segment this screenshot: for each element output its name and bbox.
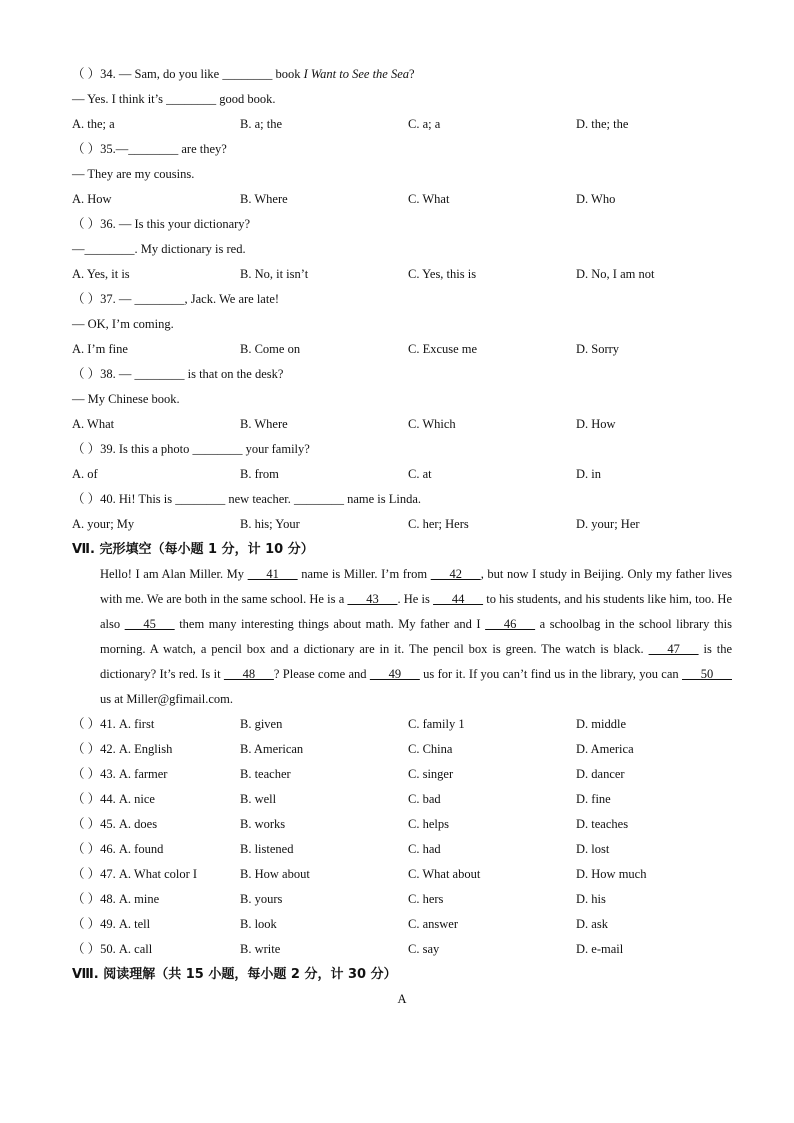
option-c[interactable]: C. say xyxy=(408,942,440,956)
option-b[interactable]: B. Where xyxy=(240,417,288,431)
option-d[interactable]: D. No, I am not xyxy=(576,267,655,281)
option-a[interactable]: （ ）44. A. nice xyxy=(72,792,155,806)
option-d[interactable]: D. his xyxy=(576,892,606,906)
passage-a-heading: A xyxy=(397,992,407,1006)
option-d[interactable]: D. teaches xyxy=(576,817,629,831)
option-b[interactable]: B. write xyxy=(240,942,281,956)
option-a[interactable]: A. your; My xyxy=(72,517,135,531)
question-35-options xyxy=(72,187,732,212)
option-a[interactable]: A. What xyxy=(72,417,115,431)
option-a[interactable]: （ ）43. A. farmer xyxy=(72,767,168,781)
option-c[interactable]: C. had xyxy=(408,842,441,856)
cloze-blank-45: 45 xyxy=(124,617,175,631)
option-b[interactable]: B. works xyxy=(240,817,286,831)
question-38-options xyxy=(72,412,732,437)
option-b[interactable]: B. Where xyxy=(240,192,288,206)
cloze-blank-50: 50 xyxy=(682,667,732,681)
option-c[interactable]: C. a; a xyxy=(408,117,441,131)
option-a[interactable]: （ ）45. A. does xyxy=(72,817,158,831)
question-35-reply: — They are my cousins. xyxy=(72,167,195,181)
cloze-question-49 xyxy=(72,912,732,937)
option-d[interactable]: D. in xyxy=(576,467,601,481)
option-a[interactable]: （ ）50. A. call xyxy=(72,942,153,956)
cloze-question-50 xyxy=(72,937,732,962)
option-a[interactable]: A. Yes, it is xyxy=(72,267,130,281)
cloze-question-48 xyxy=(72,887,732,912)
option-d[interactable]: D. How much xyxy=(576,867,647,881)
option-b[interactable]: B. yours xyxy=(240,892,283,906)
option-b[interactable]: B. a; the xyxy=(240,117,283,131)
question-37-options xyxy=(72,337,732,362)
cloze-question-41 xyxy=(72,712,732,737)
cloze-blank-41: 41 xyxy=(247,567,298,581)
passage-text: to his students, and his students like him, too. He also xyxy=(100,592,732,631)
question-39-options xyxy=(72,462,732,487)
passage-text: , but now I study in Beijing. Only my father lives with me. We are both in the same school. He is a xyxy=(100,567,732,606)
option-b[interactable]: B. No, it isn’t xyxy=(240,267,309,281)
option-c[interactable]: C. her; Hers xyxy=(408,517,469,531)
option-b[interactable]: B. his; Your xyxy=(240,517,300,531)
question-34 xyxy=(72,62,732,87)
option-c[interactable]: C. helps xyxy=(408,817,449,831)
question-40: （ ）40. Hi! This is ________ new teacher. ________ name is Linda. xyxy=(72,492,422,506)
passage-text: us at Miller@gfimail.com. xyxy=(100,692,234,706)
cloze-question-43 xyxy=(72,762,732,787)
option-a[interactable]: （ ）42. A. English xyxy=(72,742,173,756)
question-40-options xyxy=(72,512,732,537)
option-c[interactable]: C. Yes, this is xyxy=(408,267,477,281)
exam-page xyxy=(72,62,732,1012)
option-b[interactable]: B. listened xyxy=(240,842,294,856)
option-b[interactable]: B. given xyxy=(240,717,283,731)
option-c[interactable]: C. at xyxy=(408,467,432,481)
cloze-question-list xyxy=(72,712,732,962)
option-d[interactable]: D. fine xyxy=(576,792,611,806)
cloze-blank-43: 43 xyxy=(347,592,398,606)
option-c[interactable]: C. bad xyxy=(408,792,441,806)
option-c[interactable]: C. What about xyxy=(408,867,481,881)
passage-text: a schoolbag in the school library this morning. A watch, a pencil box and a dictionary are in it. The pencil box is green. The watch is black. xyxy=(100,617,732,656)
question-39: （ ）39. Is this a photo ________ your family? xyxy=(72,442,310,456)
option-c[interactable]: C. Which xyxy=(408,417,456,431)
question-38-reply: — My Chinese book. xyxy=(72,392,180,406)
question-34-reply: — Yes. I think it’s ________ good book. xyxy=(72,92,276,106)
option-d[interactable]: D. America xyxy=(576,742,634,756)
passage-text: . He is xyxy=(397,592,434,606)
option-c[interactable]: C. China xyxy=(408,742,453,756)
option-d[interactable]: D. the; the xyxy=(576,117,629,131)
cloze-question-47 xyxy=(72,862,732,887)
option-d[interactable]: D. Who xyxy=(576,192,616,206)
option-c[interactable]: C. Excuse me xyxy=(408,342,478,356)
passage-text: name is Miller. I’m from xyxy=(297,567,431,581)
option-d[interactable]: D. ask xyxy=(576,917,608,931)
option-a[interactable]: （ ）46. A. found xyxy=(72,842,164,856)
option-d[interactable]: D. dancer xyxy=(576,767,625,781)
option-a[interactable]: （ ）47. A. What color I xyxy=(72,867,198,881)
option-b[interactable]: B. American xyxy=(240,742,304,756)
option-d[interactable]: D. your; Her xyxy=(576,517,640,531)
passage-text: them many interesting things about math. My father and I xyxy=(174,617,486,631)
question-37: （ ）37. — ________, Jack. We are late! xyxy=(72,292,280,306)
option-c[interactable]: C. What xyxy=(408,192,450,206)
option-a[interactable]: A. of xyxy=(72,467,98,481)
option-a[interactable]: （ ）48. A. mine xyxy=(72,892,160,906)
question-35: （ ）35.—________ are they? xyxy=(72,142,227,156)
cloze-blank-49: 49 xyxy=(369,667,420,681)
option-d[interactable]: D. middle xyxy=(576,717,626,731)
option-b[interactable]: B. well xyxy=(240,792,277,806)
passage-text: us for it. If you can’t find us in the library, you can xyxy=(419,667,682,681)
cloze-blank-46: 46 xyxy=(485,617,536,631)
question-stem-end: ? xyxy=(409,67,415,81)
option-a[interactable]: （ ）49. A. tell xyxy=(72,917,151,931)
option-b[interactable]: B. Come on xyxy=(240,342,301,356)
option-d[interactable]: D. How xyxy=(576,417,616,431)
option-d[interactable]: D. e-mail xyxy=(576,942,624,956)
question-34-options xyxy=(72,112,732,137)
cloze-question-46 xyxy=(72,837,732,862)
cloze-blank-44: 44 xyxy=(433,592,484,606)
cloze-question-45 xyxy=(72,812,732,837)
question-36-options xyxy=(72,262,732,287)
section-8-title: Ⅷ. 阅读理解（共 15 小题，每小题 2 分，计 30 分） xyxy=(72,967,397,982)
cloze-question-44 xyxy=(72,787,732,812)
option-b[interactable]: B. from xyxy=(240,467,279,481)
option-a[interactable]: A. How xyxy=(72,192,112,206)
option-b[interactable]: B. How about xyxy=(240,867,310,881)
option-b[interactable]: B. look xyxy=(240,917,277,931)
option-c[interactable]: C. singer xyxy=(408,767,454,781)
cloze-passage xyxy=(72,562,732,712)
question-37-reply: — OK, I’m coming. xyxy=(72,317,174,331)
option-d[interactable]: D. lost xyxy=(576,842,610,856)
option-a[interactable]: （ ）41. A. first xyxy=(72,717,155,731)
option-a[interactable]: A. I’m fine xyxy=(72,342,128,356)
book-title: I Want to See the Sea xyxy=(303,67,410,81)
cloze-blank-42: 42 xyxy=(430,567,481,581)
question-36: （ ）36. — Is this your dictionary? xyxy=(72,217,251,231)
question-stem: （ ）34. — Sam, do you like ________ book xyxy=(72,67,304,81)
option-d[interactable]: D. Sorry xyxy=(576,342,620,356)
option-c[interactable]: C. answer xyxy=(408,917,458,931)
question-36-reply: —________. My dictionary is red. xyxy=(72,242,246,256)
option-a[interactable]: A. the; a xyxy=(72,117,115,131)
passage-text: is the dictionary? It’s red. Is it xyxy=(100,642,732,681)
question-38: （ ）38. — ________ is that on the desk? xyxy=(72,367,284,381)
option-b[interactable]: B. teacher xyxy=(240,767,291,781)
option-c[interactable]: C. hers xyxy=(408,892,444,906)
cloze-question-42 xyxy=(72,737,732,762)
passage-text: ? Please come and xyxy=(273,667,370,681)
option-c[interactable]: C. family 1 xyxy=(408,717,465,731)
passage-text: Hello! I am Alan Miller. My xyxy=(100,567,248,581)
cloze-blank-47: 47 xyxy=(648,642,699,656)
section-7-title: Ⅶ. 完形填空（每小题 1 分，计 10 分） xyxy=(72,542,314,557)
cloze-blank-48: 48 xyxy=(223,667,274,681)
